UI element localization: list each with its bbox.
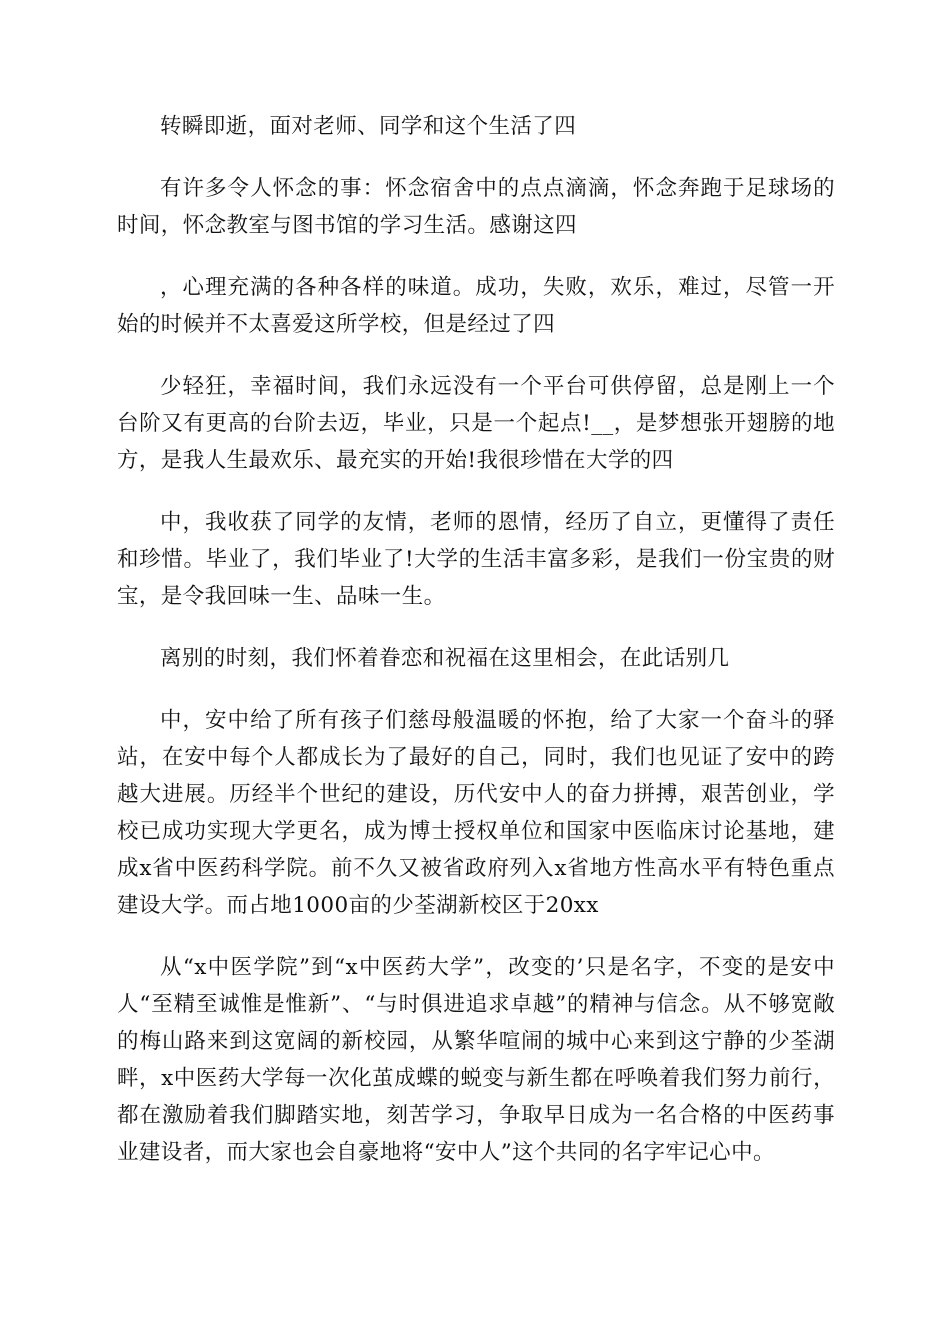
document-body [117,108,835,1196]
paragraph-2: 有许多令人怀念的事：怀念宿舍中的点点滴滴，怀念奔跑于足球场的时间，怀念教室与图书馆的学习生活。感谢这四 [117,176,835,238]
paragraph-4: 少轻狂，幸福时间，我们永远没有一个平台可供停留，总是刚上一个台阶又有更高的台阶去迈，毕业，只是一个起点!__，是梦想张开翅膀的地方，是我人生最欢乐、最充实的开始!我很珍惜在大学的四 [117,374,835,473]
paragraph-6: 离别的时刻，我们怀着眷恋和祝福在这里相会，在此话别几 [160,646,730,671]
paragraph-1: 转瞬即逝，面对老师、同学和这个生活了四 [160,114,577,139]
paragraph-8: 从“x中医学院”到“x中医药大学”，改变的’只是名字，不变的是安中人“至精至诚惟是惟新”、“与时俱进追求卓越”的精神与信念。从不够宽敞的梅山路来到这宽阔的新校园，从繁华喧闹的城中心来到这宁静的少荃湖畔，x中医药大学每一次化茧成蝶的蜕变与新生都在呼唤着我们努力前行，都在激励着我们脚踏实地，刻苦学习，争取早日成为一名合格的中医药事业建设者，而大家也会自豪地将“安中人”这个共同的名字牢记心中。 [117,955,835,1165]
paragraph-3: ，心理充满的各种各样的味道。成功，失败，欢乐，难过，尽管一开始的时候并不太喜爱这所学校，但是经过了四 [117,275,835,337]
paragraph-5: 中，我收获了同学的友情，老师的恩情，经历了自立，更懂得了责任和珍惜。毕业了，我们毕业了!大学的生活丰富多彩，是我们一份宝贵的财宝，是令我回味一生、品味一生。 [117,510,835,609]
paragraph-7: 中，安中给了所有孩子们慈母般温暖的怀抱，给了大家一个奋斗的驿站，在安中每个人都成长为了最好的自己，同时，我们也见证了安中的跨越大进展。历经半个世纪的建设，历代安中人的奋力拼搏，艰苦创业，学校已成功实现大学更名，成为博士授权单位和国家中医临床讨论基地，建成x省中医药科学院。前不久又被省政府列入x省地方性高水平有特色重点建设大学。而占地1000亩的少荃湖新校区于20xx [117,708,835,918]
